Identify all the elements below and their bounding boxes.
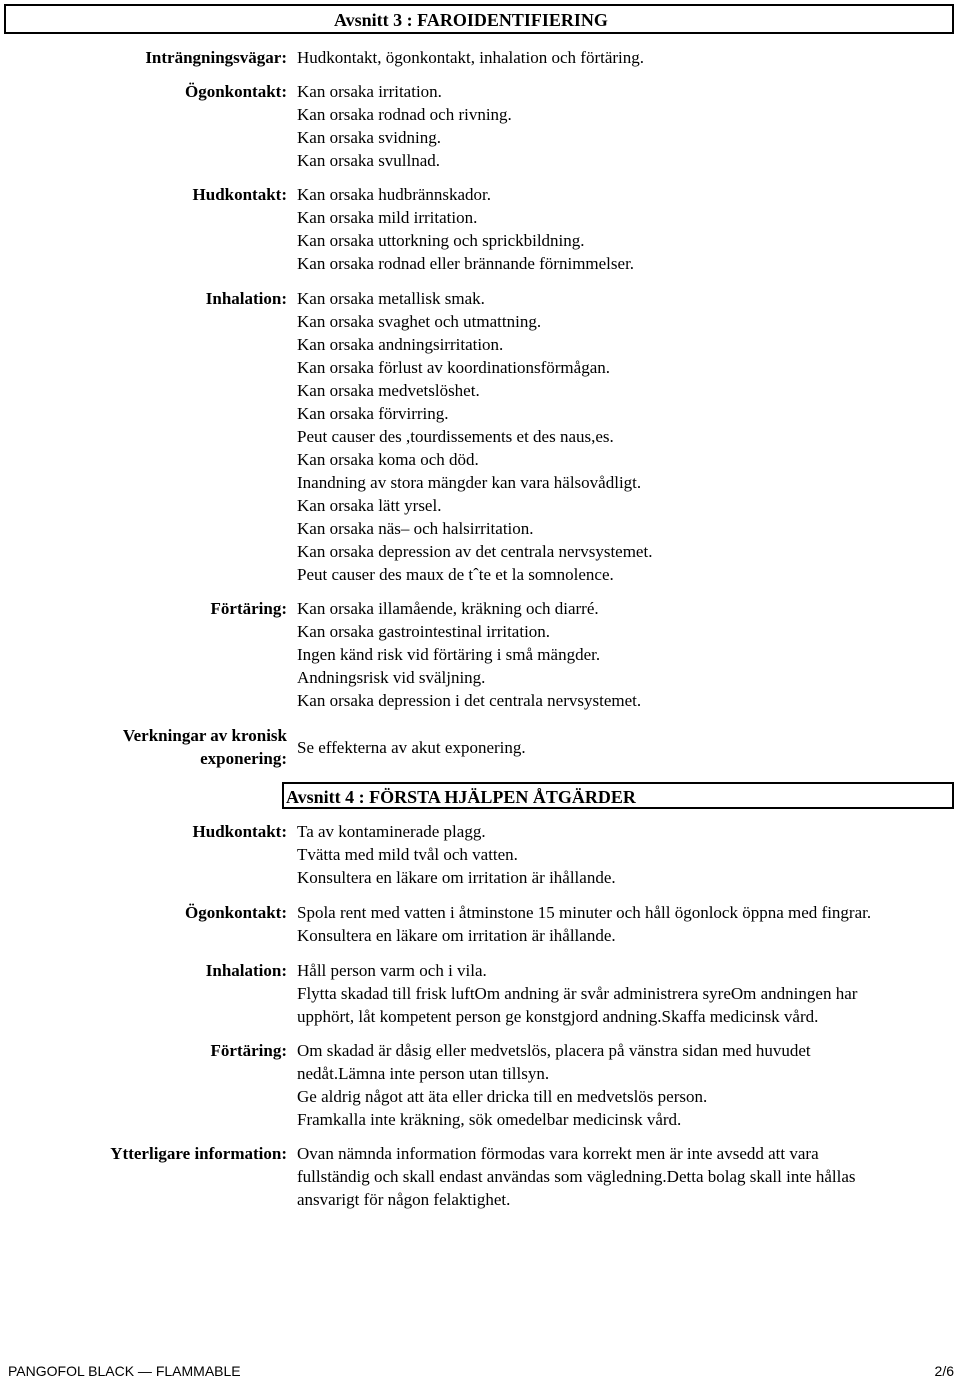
inhalation-hazard-line: Inandning av stora mängder kan vara hälsovådligt. bbox=[297, 473, 642, 492]
inhalation-aid-line: upphört, låt kompetent person ge konstgjord andning.Skaffa medicinsk vård. bbox=[297, 1007, 819, 1026]
routes-line: Hudkontakt, ögonkontakt, inhalation och förtäring. bbox=[297, 48, 645, 67]
chronic-exposure-label-line: exponering: bbox=[200, 749, 287, 768]
skin-aid-line: Ta av kontaminerade plagg. bbox=[297, 822, 486, 841]
inhalation-hazard-label: Inhalation: bbox=[205, 289, 287, 308]
section-4-title: Avsnitt 4 : FÖRSTA HJÄLPEN ÅTGÄRDER bbox=[286, 787, 636, 807]
inhalation-aid-line: Flytta skadad till frisk luftOm andning är svår administrera syreOm andningen har bbox=[297, 984, 858, 1003]
skin-hazard-line: Kan orsaka mild irritation. bbox=[297, 208, 478, 227]
inhalation-hazard-line: Peut causer des ,tourdissements et des naus,es. bbox=[297, 427, 614, 446]
eye-hazard-line: Kan orsaka irritation. bbox=[297, 82, 442, 101]
inhalation-hazard-line: Kan orsaka medvetslöshet. bbox=[297, 381, 480, 400]
inhalation-hazard-line: Kan orsaka svaghet och utmattning. bbox=[297, 312, 542, 331]
ingestion-hazard-line: Ingen känd risk vid förtäring i små mängder. bbox=[297, 645, 601, 664]
ingestion-aid-label: Förtäring: bbox=[210, 1041, 287, 1060]
inhalation-hazard-line: Peut causer des maux de tˆte et la somnolence. bbox=[297, 565, 614, 584]
section-4-header bbox=[282, 782, 954, 809]
footer-product-name: PANGOFOL BLACK — FLAMMABLE bbox=[8, 1363, 241, 1379]
ingestion-aid-line: Ge aldrig något att äta eller dricka till en medvetslös person. bbox=[297, 1087, 708, 1106]
ingestion-aid-line: Om skadad är dåsig eller medvetslös, placera på vänstra sidan med huvudet bbox=[297, 1041, 811, 1060]
footer-page-number: 2/6 bbox=[934, 1363, 954, 1379]
eye-aid-line: Spola rent med vatten i åtminstone 15 minuter och håll ögonlock öppna med fingrar. bbox=[297, 903, 872, 922]
skin-hazard-label: Hudkontakt: bbox=[192, 185, 287, 204]
ingestion-hazard-label: Förtäring: bbox=[210, 599, 287, 618]
skin-hazard-line: Kan orsaka uttorkning och sprickbildning. bbox=[297, 231, 585, 250]
additional-info-lines bbox=[297, 1142, 947, 1211]
skin-aid-line: Tvätta med mild tvål och vatten. bbox=[297, 845, 518, 864]
skin-aid-label: Hudkontakt: bbox=[192, 822, 287, 841]
routes-lines bbox=[297, 46, 947, 69]
inhalation-hazard-lines bbox=[297, 287, 947, 586]
inhalation-hazard-line: Kan orsaka näs– och halsirritation. bbox=[297, 519, 534, 538]
inhalation-hazard-line: Kan orsaka förlust av koordinationsförmågan. bbox=[297, 358, 610, 377]
inhalation-hazard-line: Kan orsaka metallisk smak. bbox=[297, 289, 485, 308]
inhalation-hazard-line: Kan orsaka depression av det centrala nervsystemet. bbox=[297, 542, 653, 561]
inhalation-aid-lines bbox=[297, 959, 947, 1028]
eye-hazard-label: Ögonkontakt: bbox=[184, 82, 287, 101]
skin-aid-line: Konsultera en läkare om irritation är ihållande. bbox=[297, 868, 616, 887]
eye-aid-line: Konsultera en läkare om irritation är ihållande. bbox=[297, 926, 616, 945]
chronic-exposure-label bbox=[2, 724, 287, 770]
additional-info-line: Ovan nämnda information förmodas vara korrekt men är inte avsedd att vara bbox=[297, 1144, 819, 1163]
eye-hazard-line: Kan orsaka svidning. bbox=[297, 128, 442, 147]
eye-hazard-line: Kan orsaka rodnad och rivning. bbox=[297, 105, 512, 124]
additional-info-line: ansvarigt för någon felaktighet. bbox=[297, 1190, 511, 1209]
chronic-exposure-lines bbox=[297, 736, 947, 759]
inhalation-hazard-line: Kan orsaka koma och död. bbox=[297, 450, 479, 469]
ingestion-aid-lines bbox=[297, 1039, 947, 1131]
inhalation-aid-label: Inhalation: bbox=[205, 961, 287, 980]
ingestion-hazard-line: Kan orsaka gastrointestinal irritation. bbox=[297, 622, 551, 641]
chronic-exposure-label-line: Verkningar av kronisk bbox=[122, 726, 287, 745]
inhalation-hazard-line: Kan orsaka förvirring. bbox=[297, 404, 449, 423]
skin-hazard-line: Kan orsaka hudbrännskador. bbox=[297, 185, 492, 204]
chronic-exposure-line: Se effekterna av akut exponering. bbox=[297, 738, 526, 757]
additional-info-line: fullständig och skall endast användas som vägledning.Detta bolag skall inte hållas bbox=[297, 1167, 856, 1186]
skin-hazard-lines bbox=[297, 183, 947, 275]
skin-aid-lines bbox=[297, 820, 947, 889]
ingestion-aid-line: Framkalla inte kräkning, sök omedelbar medicinsk vård. bbox=[297, 1110, 682, 1129]
eye-hazard-line: Kan orsaka svullnad. bbox=[297, 151, 441, 170]
ingestion-hazard-lines bbox=[297, 597, 947, 712]
ingestion-hazard-line: Andningsrisk vid sväljning. bbox=[297, 668, 486, 687]
section-3-header bbox=[4, 4, 954, 34]
inhalation-hazard-line: Kan orsaka lätt yrsel. bbox=[297, 496, 442, 515]
eye-aid-lines bbox=[297, 901, 947, 947]
section-3-title: Avsnitt 3 : FAROIDENTIFIERING bbox=[334, 10, 608, 30]
eye-hazard-lines bbox=[297, 80, 947, 172]
skin-hazard-line: Kan orsaka rodnad eller brännande förnimmelser. bbox=[297, 254, 635, 273]
inhalation-hazard-line: Kan orsaka andningsirritation. bbox=[297, 335, 504, 354]
routes-label: Inträngningsvägar: bbox=[145, 48, 287, 67]
ingestion-hazard-line: Kan orsaka depression i det centrala nervsystemet. bbox=[297, 691, 642, 710]
eye-aid-label: Ögonkontakt: bbox=[184, 903, 287, 922]
ingestion-hazard-line: Kan orsaka illamående, kräkning och diarré. bbox=[297, 599, 599, 618]
ingestion-aid-line: nedåt.Lämna inte person utan tillsyn. bbox=[297, 1064, 550, 1083]
additional-info-label: Ytterligare information: bbox=[110, 1144, 287, 1163]
inhalation-aid-line: Håll person varm och i vila. bbox=[297, 961, 487, 980]
